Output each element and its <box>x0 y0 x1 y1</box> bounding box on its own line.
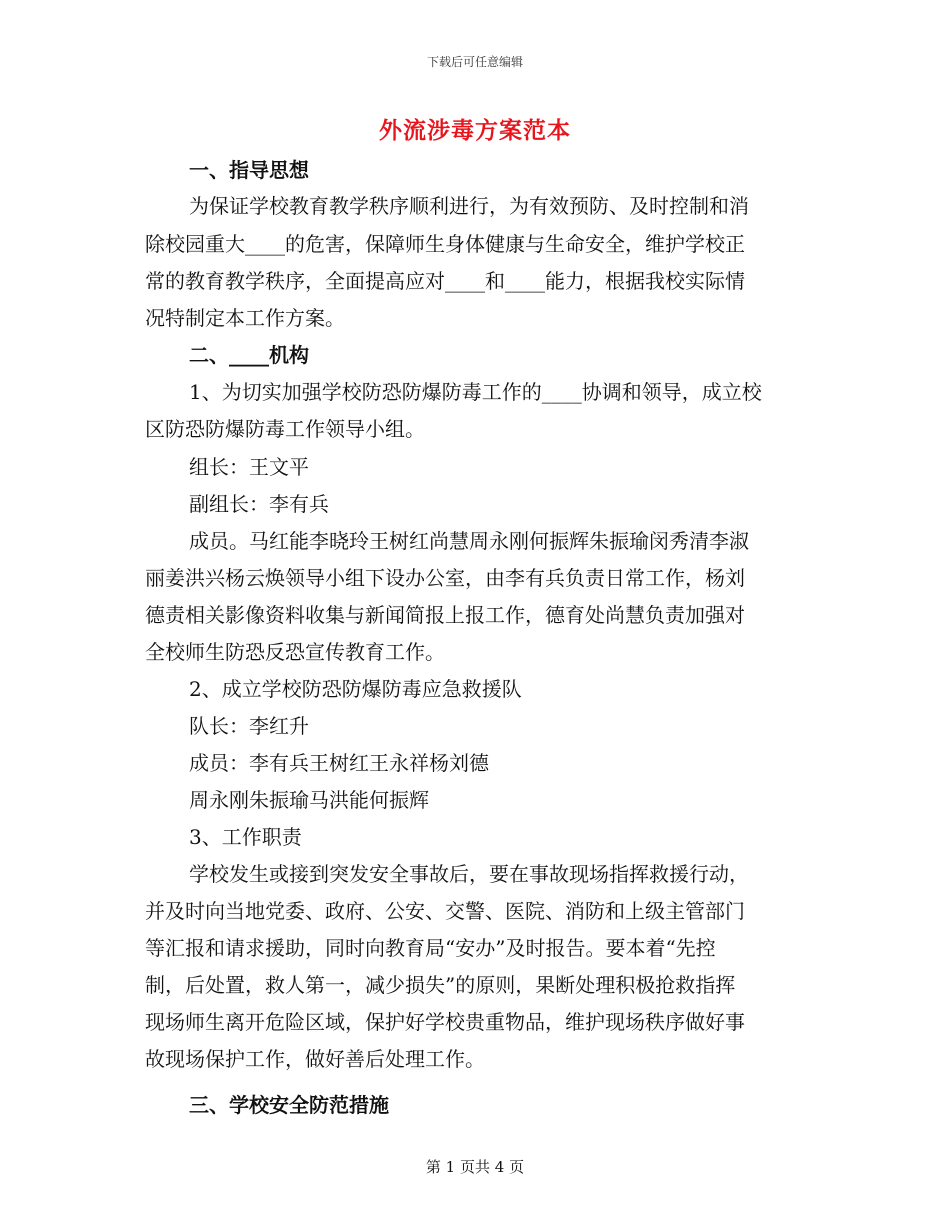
paragraph-line: 为保证学校教育教学秩序顺利进行，为有效预防、及时控制和消 <box>189 194 749 218</box>
paragraph-line: 组长：王文平 <box>189 455 309 479</box>
page-footer: 第 1 页共 4 页 <box>425 1158 525 1176</box>
paragraph-line: 队长：李红升 <box>189 714 309 738</box>
paragraph-line: 况特制定本工作方案。 <box>145 306 345 330</box>
section-heading-3: 三、学校安全防范措施 <box>189 1093 389 1117</box>
paragraph-line: 2、成立学校防恐防爆防毒应急救援队 <box>189 677 522 701</box>
header-note: 下载后可任意编辑 <box>426 55 523 69</box>
paragraph-line: 制，后处置，救人第一，减少损失”的原则，果断处理积极抢救指挥 <box>145 973 736 997</box>
paragraph-line: 故现场保护工作，做好善后处理工作。 <box>145 1047 485 1071</box>
paragraph-line: 副组长：李有兵 <box>189 492 329 516</box>
paragraph-line: 学校发生或接到突发安全事故后，要在事故现场指挥救援行动， <box>189 862 749 886</box>
paragraph-line: 全校师生防恐反恐宣传教育工作。 <box>145 640 445 664</box>
paragraph-line: 区防恐防爆防毒工作领导小组。 <box>145 417 425 441</box>
paragraph-line: 3、工作职责 <box>189 825 302 849</box>
paragraph-line: 1、为切实加强学校防恐防爆防毒工作的____协调和领导，成立校 <box>189 380 762 404</box>
paragraph-line: 常的教育教学秩序，全面提高应对____和____能力，根据我校实际情 <box>145 269 745 293</box>
paragraph-line: 等汇报和请求援助，同时向教育局“安办”及时报告。要本着“先控 <box>145 936 716 960</box>
paragraph-line: 成员：李有兵王树红王永祥杨刘德 <box>189 751 489 775</box>
section-heading-2: 二、____机构 <box>189 343 309 367</box>
paragraph-line: 现场师生离开危险区域，保护好学校贵重物品，维护现场秩序做好事 <box>145 1010 745 1034</box>
paragraph-line: 德责相关影像资料收集与新闻简报上报工作，德育处尚慧负责加强对 <box>145 603 745 627</box>
paragraph-line: 周永刚朱振瑜马洪能何振辉 <box>189 788 429 812</box>
paragraph-line: 成员。马红能李晓玲王树红尚慧周永刚何振辉朱振瑜闵秀清李淑 <box>189 529 749 553</box>
paragraph-line: 并及时向当地党委、政府、公安、交警、医院、消防和上级主管部门 <box>145 899 745 923</box>
paragraph-line: 丽姜洪兴杨云焕领导小组下设办公室，由李有兵负责日常工作，杨刘 <box>145 566 745 590</box>
section-heading-1: 一、指导思想 <box>189 158 309 182</box>
paragraph-line: 除校园重大____的危害，保障师生身体健康与生命安全，维护学校正 <box>145 232 745 256</box>
document-title: 外流涉毒方案范本 <box>379 117 571 144</box>
